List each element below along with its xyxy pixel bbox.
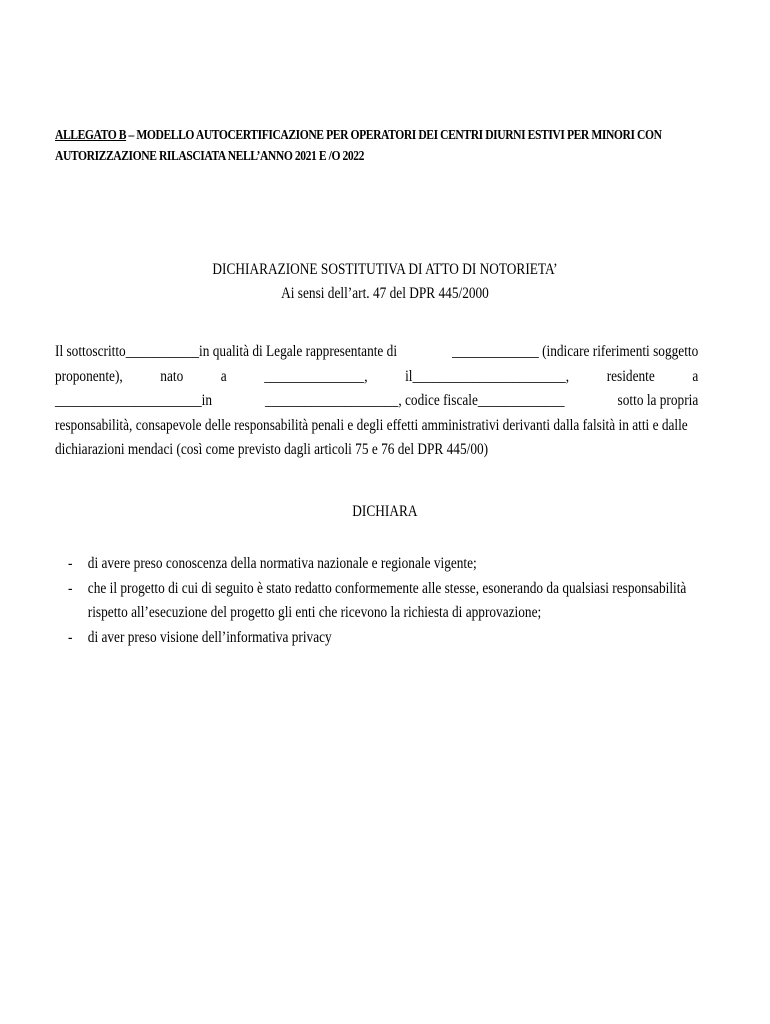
paragraph-line-4: responsabilità, consapevole delle responsabilità penali e degli effetti amministrativi derivanti dalla falsità in atti e dalle (55, 416, 688, 434)
declaration-subtitle: Ai sensi dell’art. 47 del DPR 445/2000 (281, 285, 489, 302)
list-item (68, 577, 704, 626)
list-item (68, 626, 704, 651)
line2-word-6: residente (606, 367, 655, 385)
line2-word-5: il_______________________, (405, 367, 570, 385)
paragraph-line-2 (55, 365, 698, 390)
line3-part-c: sotto la propria (617, 392, 699, 409)
paragraph-line-1 (55, 340, 698, 365)
list-dash: - (68, 628, 73, 646)
dichiara-heading (0, 500, 770, 524)
line2-word-1: proponente), (55, 367, 123, 385)
paragraph-line-5: dichiarazioni mendaci (così come previsto dagli articoli 75 e 76 del DPR 445/00) (55, 441, 489, 458)
line3-part-b: ____________________, codice fiscale_____________ (265, 392, 565, 409)
line2-word-7: a (692, 367, 699, 385)
header-title-part: – MODELLO AUTOCERTIFICAZIONE PER OPERATORI DEI CENTRI DIURNI ESTIVI PER MINORI CON (126, 127, 662, 142)
line3-part-a: ______________________in (55, 392, 213, 409)
header-line-2: AUTORIZZAZIONE RILASCIATA NELL’ANNO 2021 E /O 2022 (55, 148, 365, 163)
list-item (68, 552, 704, 577)
declarations-list (68, 552, 704, 650)
list-dash: - (68, 579, 73, 597)
list-dash: - (68, 555, 73, 572)
header-line-1 (55, 124, 717, 145)
line2-word-4: _______________, (264, 367, 368, 385)
paragraph-line-3 (55, 389, 698, 414)
line2-word-3: a (220, 367, 227, 385)
allegato-label: ALLEGATO B (55, 127, 127, 142)
line2-word-2: nato (160, 367, 184, 385)
dichiara-text: DICHIARA (352, 503, 418, 520)
list-item-text: di avere preso conoscenza della normativa nazionale e regionale vigente; (87, 555, 477, 572)
declaration-title: DICHIARAZIONE SOSTITUTIVA DI ATTO DI NOTORIETA’ (212, 261, 558, 278)
list-item-text: che il progetto di cui di seguito è stato redatto conformemente alle stesse, esonerando da qualsiasi responsabilità rispetto all’esecuzione del progetto gli enti che ricevono la richiesta di approvazione; (87, 579, 687, 621)
declarant-paragraph (55, 340, 698, 463)
list-item-text: di aver preso visione dell’informativa privacy (87, 628, 332, 646)
declaration-title-block (0, 258, 770, 306)
line1-part-b: _____________ (indicare riferimenti soggetto (452, 343, 699, 360)
line1-part-a: Il sottoscritto___________in qualità di Legale rappresentante di (55, 343, 398, 360)
document-header (55, 124, 717, 166)
